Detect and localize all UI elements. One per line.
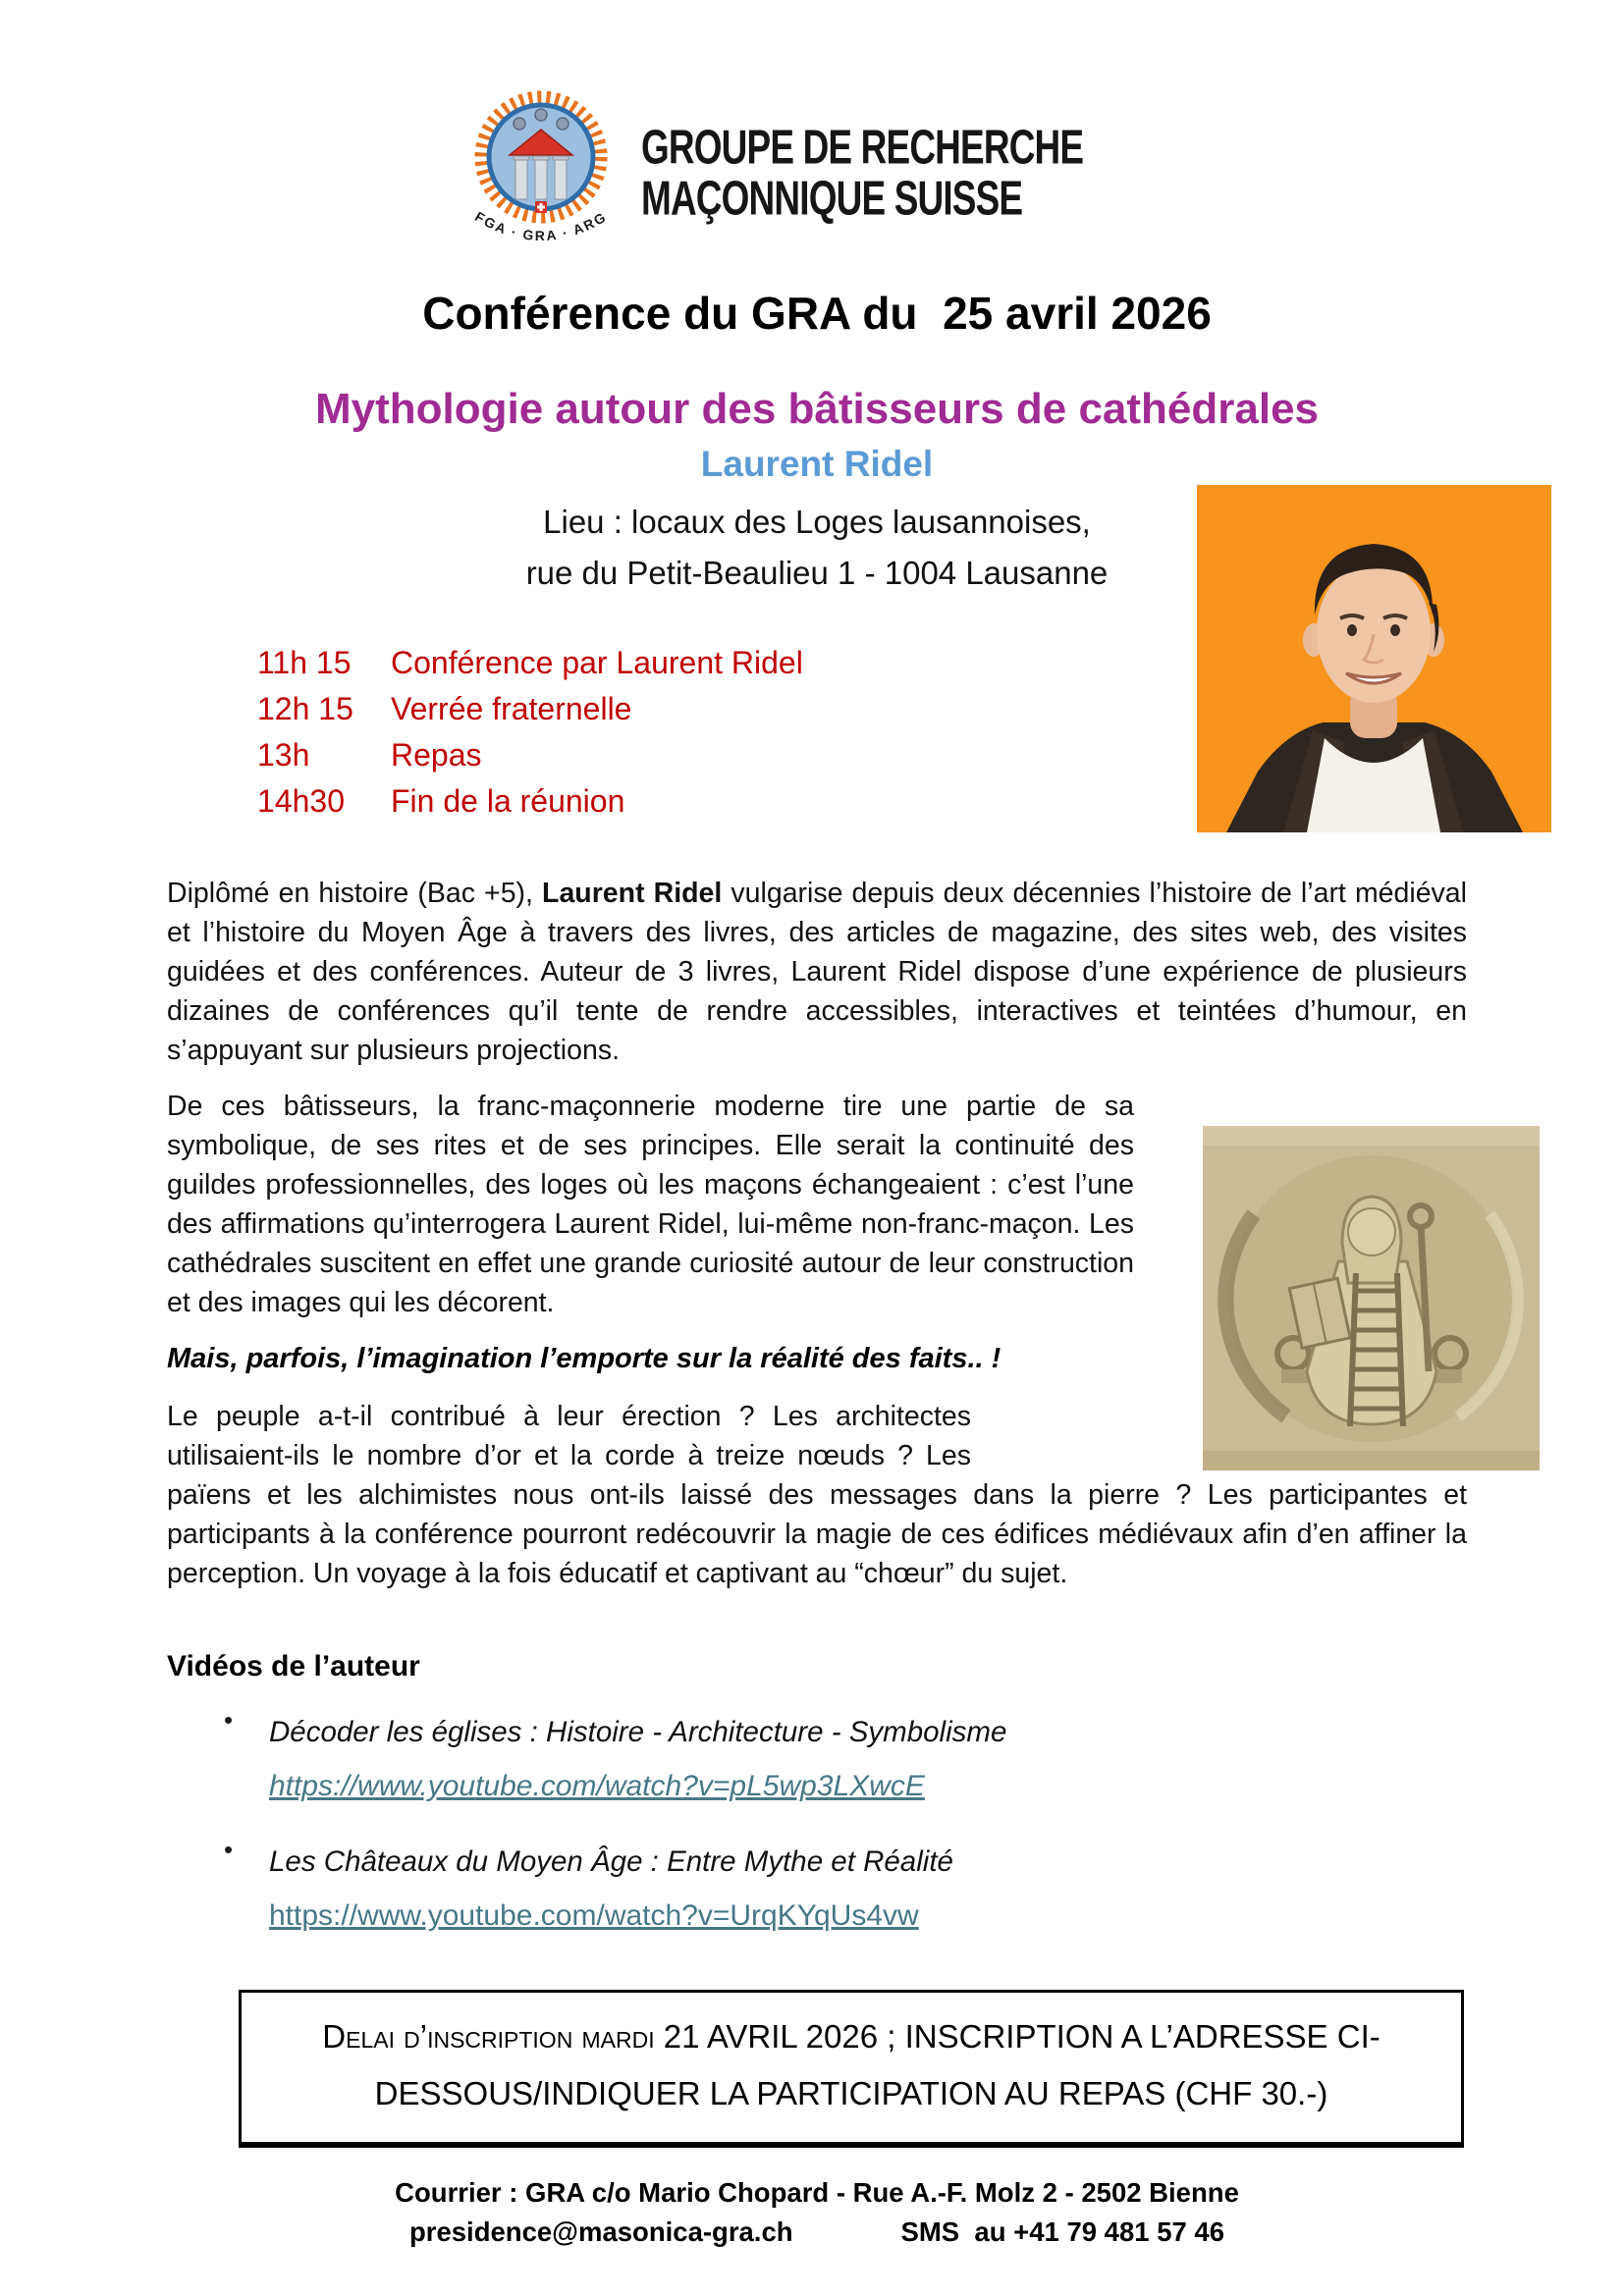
schedule-label: Repas [391,737,482,773]
deadline-smallcaps: Delai d’inscription mardi [322,2018,655,2055]
seal-caption: FGA · GRA · ARG [472,208,610,244]
gra-seal-logo [466,86,616,261]
bullet-icon: • [224,1835,234,1864]
video-entry [269,1705,1006,1813]
emphasis-line: Mais, parfois, l’imagination l’emporte sur la réalité des faits.. ! [167,1343,1001,1374]
gra-seal-icon [466,86,616,261]
questions-text: Le peuple a-t-il contribué à leur érection ? Les architectes utilisaient-ils le nombre d’or et la corde à treize nœuds ? Les païens et les alchimistes nous ont-ils laissé des messages dans la pierre ? Les participantes et participants à la conférence pourront redécouvrir la magie de ces édifices médiévaux afin d’en affiner la perception. Un voyage à la fois éducatif et captivant au “chœur” du sujet. [167,1401,1467,1589]
bullet-icon: • [224,1705,234,1735]
contact-sms: SMS au +41 79 481 57 46 [900,2216,1225,2247]
video-title: Décoder les églises : Histoire - Architecture - Symbolisme [269,1716,1007,1748]
registration-deadline-box [239,1990,1464,2148]
schedule-label: Verrée fraternelle [391,691,632,726]
bio-text-prefix: Diplômé en histoire (Bac +5), [167,878,543,909]
speaker-name: Laurent Ridel [700,444,934,484]
video-entry [269,1835,953,1943]
location-line1: Lieu : locaux des Loges lausannoises, [543,504,1091,540]
video-link[interactable]: https://www.youtube.com/watch?v=pL5wp3LXwcE [269,1770,925,1802]
bio-text-suffix: vulgarise depuis deux décennies l’histoire de l’art médiéval et l’histoire du Moyen Âge à travers des livres, des articles de magazine, des sites web, des visites guidées et des conférences. Auteur de 3 livres, Laurent Ridel dispose d’une expérience de plusieurs dizaines de conférences qu’il tente de rendre accessibles, interactives et teintées d’humour, en s’appuyant sur plusieurs projections. [167,878,1467,1066]
footer [167,2173,1467,2252]
bio-speaker-bold: Laurent Ridel [542,878,723,909]
deadline-caps: 21 AVRIL 2026 ; INSCRIPTION A L’ADRESSE CI-DESSOUS/INDIQUER LA PARTICIPATION AU REPAS (CHF 30.-) [374,2018,1380,2111]
logo-block [167,86,1467,261]
videos-section [167,1650,1467,1943]
videos-heading: Vidéos de l’auteur [167,1650,420,1682]
schedule-time: 14h30 [257,783,345,819]
org-name [641,123,1167,225]
speaker-photo [1197,485,1551,832]
schedule-time: 12h 15 [257,691,353,726]
schedule-label: Conférence par Laurent Ridel [391,645,803,680]
stone-carving-image [1203,1126,1540,1470]
conference-subtitle: Mythologie autour des bâtisseurs de cathédrales [314,385,1320,433]
org-name-line1: GROUPE DE RECHERCHE [641,121,1084,175]
speaker-photo-illustration [1197,485,1551,832]
schedule-time: 13h [257,737,310,773]
org-name-line2: MAÇONNIQUE SUISSE [641,172,1023,226]
schedule-label: Fin de la réunion [391,783,625,819]
masonry-paragraph: De ces bâtisseurs, la franc-maçonnerie moderne tire une partie de sa symbolique, de ses rites et de ses principes. Elle serait la continuité des guildes professionnelles, des loges où les maçons échangeaient : c’est l’une des affirmations qu’interrogera Laurent Ridel, lui-même non-franc-maçon. Les cathédrales suscitent en effet une grande curiosité autour de leur construction et des images qui les décorent. [167,1091,1134,1318]
video-title: Les Châteaux du Moyen Âge : Entre Mythe et Réalité [269,1845,953,1878]
contact-email: presidence@masonica-gra.ch [408,2216,793,2247]
bio-paragraph [167,874,1467,1070]
video-item [224,1835,1467,1943]
page-title: Conférence du GRA du 25 avril 2026 [422,288,1212,339]
svg-text:FGA · GRA · ARG [472,208,610,243]
video-item [224,1705,1467,1813]
stone-carving-illustration [1203,1126,1540,1470]
postal-address: Courrier : GRA c/o Mario Chopard - Rue A.-F. Molz 2 - 2502 Bienne [395,2177,1239,2208]
location-line2: rue du Petit-Beaulieu 1 - 1004 Lausanne [525,555,1109,591]
contact-line [167,2213,1467,2252]
schedule-time: 11h 15 [257,645,352,680]
video-link[interactable]: https://www.youtube.com/watch?v=UrqKYqUs4vw [269,1899,919,1932]
